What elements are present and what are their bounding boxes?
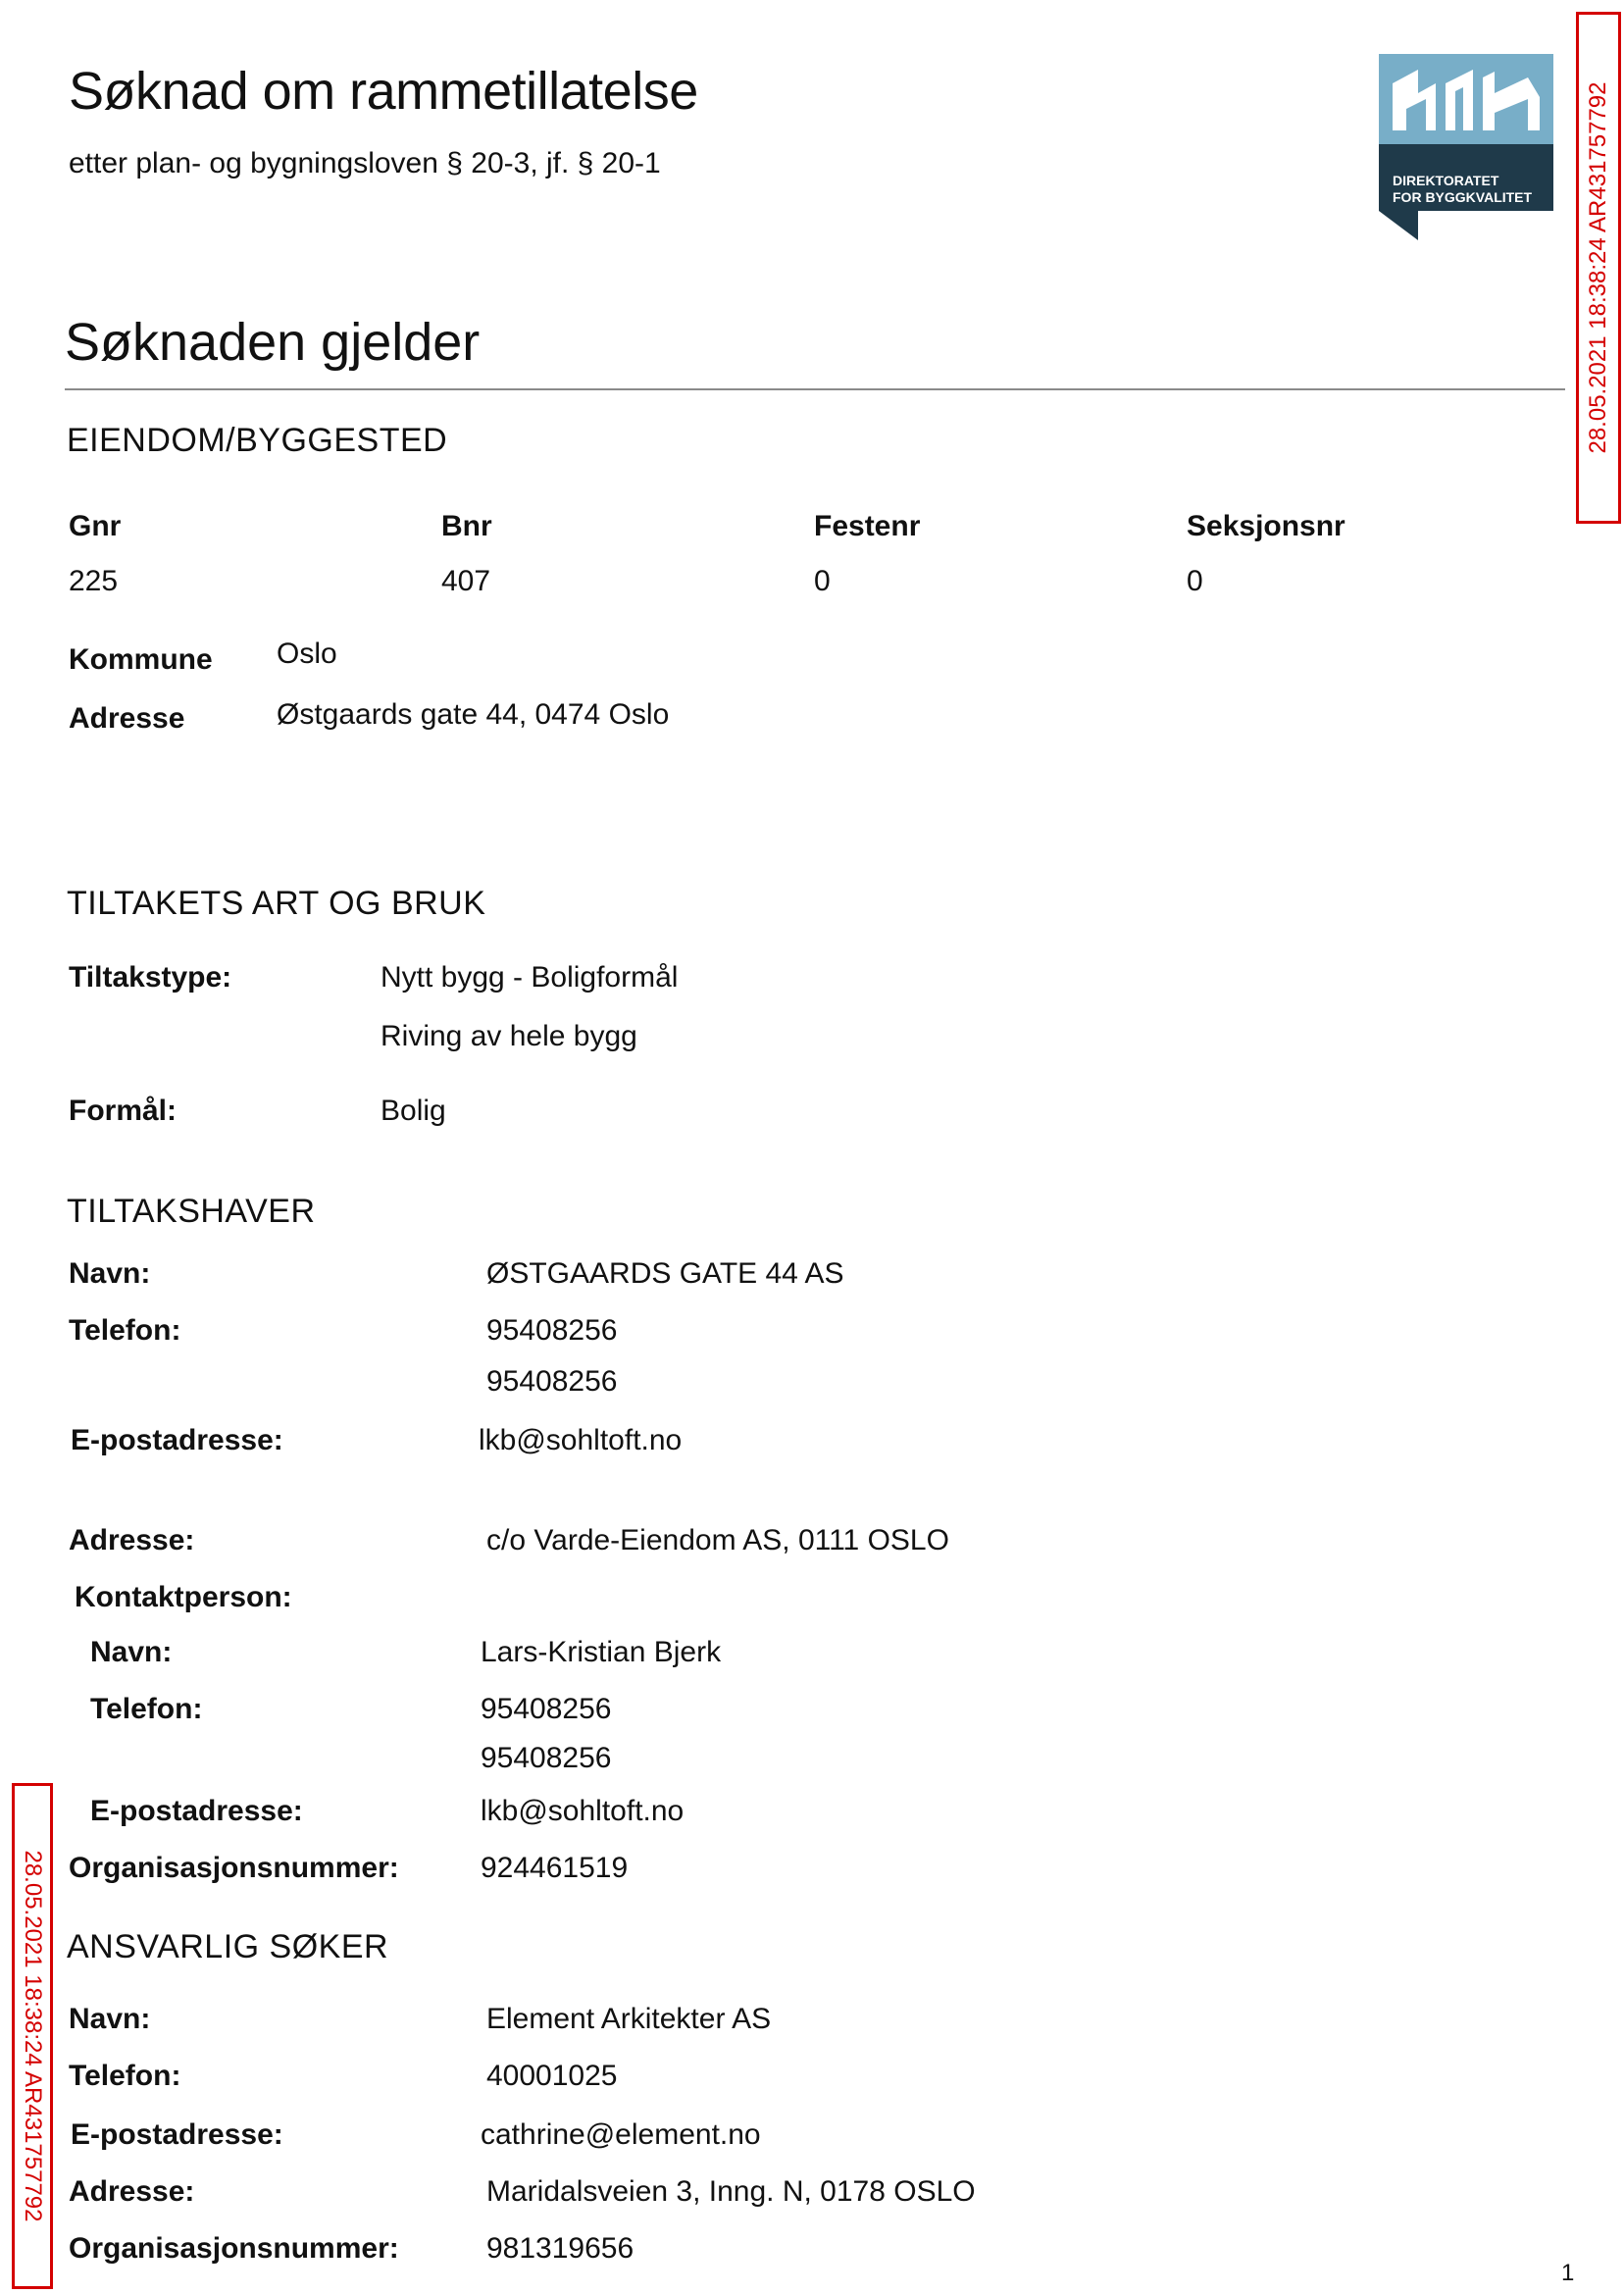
tiltakstype-label: Tiltakstype:: [69, 961, 232, 994]
festenr-label: Festenr: [814, 510, 921, 542]
seksjonsnr-label: Seksjonsnr: [1187, 510, 1345, 542]
ansvarlig-heading: ANSVARLIG SØKER: [67, 1928, 389, 1965]
adresse-label: Adresse: [69, 702, 185, 735]
gnr-label: Gnr: [69, 510, 122, 542]
tiltakshaver-heading: TILTAKSHAVER: [67, 1193, 316, 1230]
page-number: 1: [1561, 2260, 1575, 2286]
tiltakshaver-orgnr-label: Organisasjonsnummer:: [69, 1852, 399, 1884]
heading-divider: [65, 388, 1565, 390]
logo-text-line-1: DIREKTORATET: [1393, 173, 1499, 188]
tiltakshaver-navn-value: ØSTGAARDS GATE 44 AS: [486, 1257, 844, 1290]
ansvarlig-epost-value: cathrine@element.no: [481, 2118, 761, 2151]
dibk-logo-icon: [1379, 54, 1553, 240]
tiltakstype-value: Nytt bygg - Boligformål: [381, 961, 679, 994]
tiltakshaver-epost-value: lkb@sohltoft.no: [479, 1424, 683, 1456]
tiltakshaver-navn-label: Navn:: [69, 1257, 151, 1290]
ansvarlig-epost-label: E-postadresse:: [71, 2118, 283, 2151]
seksjonsnr-value: 0: [1187, 565, 1203, 597]
ansvarlig-adresse-value: Maridalsveien 3, Inng. N, 0178 OSLO: [486, 2175, 976, 2208]
kontakt-telefon-value: 95408256: [481, 1742, 612, 1774]
tiltak-heading: TILTAKETS ART OG BRUK: [67, 885, 486, 922]
ansvarlig-orgnr-value: 981319656: [486, 2232, 634, 2265]
kontakt-telefon-label: Telefon:: [90, 1693, 203, 1725]
kommune-label: Kommune: [69, 643, 213, 676]
stamp-text: 28.05.2021 18:38:24 AR431757792: [1585, 81, 1611, 454]
tiltakshaver-orgnr-value: 924461519: [481, 1852, 629, 1884]
bnr-value: 407: [441, 565, 491, 597]
kontakt-epost-label: E-postadresse:: [90, 1795, 303, 1827]
formal-label: Formål:: [69, 1095, 178, 1127]
document-subtitle: etter plan- og bygningsloven § 20-3, jf. § 20-1: [69, 147, 661, 179]
tiltakshaver-adresse-label: Adresse:: [69, 1524, 195, 1556]
ansvarlig-adresse-label: Adresse:: [69, 2175, 195, 2208]
kontakt-navn-label: Navn:: [90, 1636, 173, 1668]
kontaktperson-label: Kontaktperson:: [75, 1581, 292, 1613]
archive-stamp-bottom: [12, 1783, 53, 2289]
ansvarlig-telefon-label: Telefon:: [69, 2060, 181, 2092]
eiendom-heading: EIENDOM/BYGGESTED: [67, 422, 448, 459]
bnr-label: Bnr: [441, 510, 492, 542]
festenr-value: 0: [814, 565, 831, 597]
stamp-text: 28.05.2021 18:38:24 AR431757792: [20, 1850, 46, 2222]
tiltakshaver-adresse-value: c/o Varde-Eiendom AS, 0111 OSLO: [486, 1524, 949, 1556]
adresse-value: Østgaards gate 44, 0474 Oslo: [277, 698, 670, 731]
tiltakshaver-telefon-label: Telefon:: [69, 1314, 181, 1347]
ansvarlig-orgnr-label: Organisasjonsnummer:: [69, 2232, 399, 2265]
section-heading: Søknaden gjelder: [65, 313, 481, 372]
tiltakshaver-telefon-value: 95408256: [486, 1314, 618, 1347]
gnr-value: 225: [69, 565, 119, 597]
archive-stamp-top: [1576, 12, 1621, 524]
kontakt-epost-value: lkb@sohltoft.no: [481, 1795, 685, 1827]
tiltakshaver-telefon-value: 95408256: [486, 1365, 618, 1398]
tiltakstype-value: Riving av hele bygg: [381, 1020, 637, 1052]
kommune-value: Oslo: [277, 637, 337, 670]
ansvarlig-navn-value: Element Arkitekter AS: [486, 2003, 772, 2035]
kontakt-telefon-value: 95408256: [481, 1693, 612, 1725]
ansvarlig-navn-label: Navn:: [69, 2003, 151, 2035]
document-title: Søknad om rammetillatelse: [69, 62, 698, 121]
ansvarlig-telefon-value: 40001025: [486, 2060, 618, 2092]
formal-value: Bolig: [381, 1095, 446, 1127]
logo-text-line-2: FOR BYGGKVALITET: [1393, 189, 1533, 205]
tiltakshaver-epost-label: E-postadresse:: [71, 1424, 283, 1456]
kontakt-navn-value: Lars-Kristian Bjerk: [481, 1636, 722, 1668]
dibk-logo: [1379, 54, 1553, 240]
